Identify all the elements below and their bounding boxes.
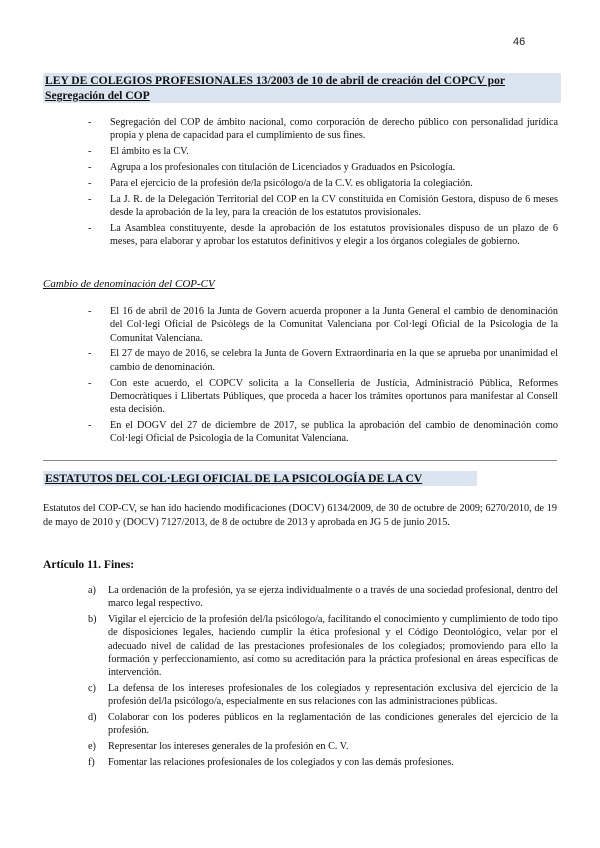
item-letter: a) (88, 585, 96, 596)
list-item-text: Vigilar el ejercicio de la profesión del/la psicólogo/a, facilitando el conocimiento y cumplimiento de todo tipo de disposiciones legales, haciendo cumplir la ética profesional y el Código Deontológico, velar por el adecuado nivel de calidad de las prestaciones profesionales de los colegiados; promoviendo para ello la formación y perfeccionamiento, así como su acreditación para la práctica profesional en áreas específicas de intervención. (108, 613, 558, 679)
cambio-bullet-list (88, 305, 558, 448)
list-item-text: La Asamblea constituyente, desde la aprobación de los estatutos provisionales dispuso de un plazo de 6 meses, para elaborar y aprobar los estatutos definitivos y elegir a los órganos colegiales de gobierno. (110, 223, 558, 248)
dash-marker: - (88, 306, 92, 317)
list-item (88, 177, 558, 190)
article-title: Artículo 11. Fines: (43, 558, 135, 571)
list-item-text: El 16 de abril de 2016 la Junta de Govern acuerda proponer a la Junta General el cambio de denominación del Col·legi Oficial de Psicòlegs de la Comunitat Valenciana por Col·legi Oficial de la Psicologia de la Comunitat Valenciana. (110, 306, 558, 344)
list-item (88, 116, 558, 143)
list-item (88, 740, 558, 753)
list-item-text: Agrupa a los profesionales con titulación de Licenciados y Graduados en Psicología. (110, 162, 456, 174)
list-item (88, 584, 558, 611)
list-item (88, 305, 558, 345)
list-item-text: La J. R. de la Delegación Territorial del COP en la CV constituida en Comisión Gestora, dispuso de 6 meses desde la aprobación de la ley, para la creación de los estatutos provisionales. (110, 193, 558, 219)
list-item-text: Para el ejercicio de la profesión de/la psicólogo/a de la C.V. es obligatoria la colegiación. (110, 177, 473, 189)
list-item (88, 377, 558, 417)
section-heading-ley-colegios: LEY DE COLEGIOS PROFESIONALES 13/2003 de 10 de abril de creación del COPCV por Segregación del COP (43, 73, 561, 103)
dash-marker: - (88, 117, 92, 128)
list-item (88, 613, 558, 679)
item-letter: d) (88, 711, 97, 723)
list-item (88, 419, 558, 446)
list-item-text: En el DOGV del 27 de diciembre de 2017, se publica la aprobación del cambio de denominación como Col·legi Oficial de Psicologia de la Comunitat Valenciana. (110, 420, 558, 445)
estatutos-paragraph: Estatutos del COP-CV, se han ido haciendo modificaciones (DOCV) 6134/2009, de 30 de octubre de 2009; 6270/2010, de 19 de mayo de 2010 y (DOCV) 7127/2013, de 8 de octubre de 2013 y aprobada en JG 5 de junio 2015. (43, 503, 557, 528)
item-letter: c) (88, 682, 96, 694)
dash-marker: - (88, 223, 92, 235)
list-item-text: El 27 de mayo de 2016, se celebra la Junta de Govern Extraordinaria en la que se aprueba por unanimidad el cambio de denominación. (110, 348, 558, 373)
page-number: 46 (513, 36, 526, 48)
list-item-text: Segregación del COP de ámbito nacional, como corporación de derecho público con personalidad jurídica propia y plena de capacidad para el cumplimiento de sus fines. (110, 117, 558, 142)
list-item (88, 222, 558, 249)
section-heading-estatutos: ESTATUTOS DEL COL·LEGI OFICIAL DE LA PSICOLOGÍA DE LA CV (43, 471, 477, 486)
list-item-text: Representar los intereses generales de la profesión en C. V. (108, 740, 349, 752)
list-item (88, 161, 558, 174)
dash-marker: - (88, 420, 92, 432)
list-item (88, 682, 558, 709)
item-letter: f) (88, 756, 95, 768)
dash-marker: - (88, 193, 92, 205)
dash-marker: - (88, 377, 92, 389)
list-item (88, 347, 558, 374)
list-item (88, 711, 558, 738)
dash-marker: - (88, 162, 92, 174)
item-letter: e) (88, 740, 96, 752)
fines-list (88, 584, 558, 771)
subheading-cambio-denominacion: Cambio de denominación del COP-CV (43, 278, 215, 290)
list-item (88, 756, 558, 769)
dash-marker: - (88, 348, 92, 360)
dash-marker: - (88, 177, 92, 189)
dash-marker: - (88, 146, 92, 158)
ley-bullet-list (88, 116, 558, 251)
list-item-text: El ámbito es la CV. (110, 146, 189, 158)
section-divider (43, 460, 557, 461)
list-item-text: Fomentar las relaciones profesionales de los colegiados y con las demás profesiones. (108, 756, 454, 768)
item-letter: b) (88, 613, 97, 625)
list-item-text: La defensa de los intereses profesionales de los colegiados y representación exclusiva del ejercicio de la profesión del/la psicólogo/a, especialmente en sus relaciones con las administraciones públicas. (108, 682, 558, 708)
list-item (88, 193, 558, 220)
list-item-text: Colaborar con los poderes públicos en la reglamentación de las condiciones generales del ejercicio de la profesión. (108, 711, 558, 737)
list-item-text: La ordenación de la profesión, ya se ejerza individualmente o a través de una sociedad profesional, dentro del marco legal respectivo. (108, 585, 558, 610)
list-item-text: Con este acuerdo, el COPCV solicita a la Conselleria de Justícia, Administració Pública, Reformes Democràtiques i Llibertats Públiques, que proceda a hacer los trámites oportunos para manifestar al Consell esta decisión. (110, 377, 558, 416)
list-item (88, 145, 558, 158)
